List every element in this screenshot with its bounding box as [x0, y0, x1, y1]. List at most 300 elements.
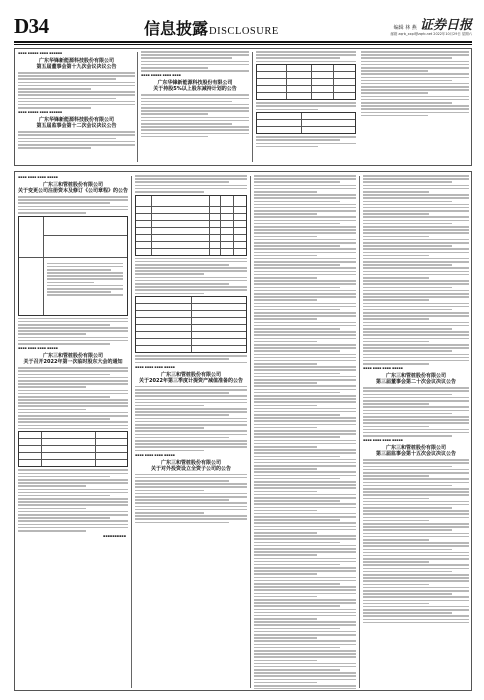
- body-text-line: [141, 113, 208, 115]
- body-text-line: [254, 411, 356, 413]
- body-text-line: [135, 270, 247, 272]
- body-text-line: [254, 628, 340, 630]
- body-text-line: [363, 410, 469, 412]
- body-text-line: [254, 564, 340, 566]
- body-text-line: [47, 288, 123, 290]
- body-text-line: [254, 660, 317, 662]
- body-text-line: [135, 493, 247, 495]
- body-text-line: [135, 191, 204, 193]
- body-text-line: [254, 248, 356, 250]
- body-text-line: [254, 354, 356, 356]
- body-text-line: [363, 201, 452, 203]
- body-text-line: [363, 220, 469, 222]
- body-text-line: [363, 261, 469, 263]
- body-text-line: [254, 548, 356, 550]
- body-text-line: [254, 535, 356, 537]
- body-text-line: [254, 475, 356, 477]
- body-text-line: [254, 542, 340, 544]
- body-text-line: [254, 516, 356, 518]
- body-text-line: [363, 459, 469, 461]
- body-text-line: [18, 504, 128, 506]
- body-text-line: [254, 242, 356, 244]
- body-text-line: [254, 405, 317, 407]
- body-text-line: [18, 396, 110, 398]
- body-text-line: [363, 426, 429, 428]
- body-text-line: [363, 482, 469, 484]
- body-text-line: [254, 392, 340, 394]
- body-text-line: [363, 435, 452, 437]
- body-text-line: [141, 98, 249, 100]
- body-text-line: [361, 80, 452, 82]
- body-text-line: [47, 269, 111, 271]
- body-text-line: [361, 89, 469, 91]
- body-text-line: [135, 509, 247, 511]
- stock-code-line: ▪▪▪▪ ▪▪▪▪ ▪▪▪▪ ▪▪▪▪▪: [18, 175, 58, 179]
- body-text-line: [254, 322, 356, 324]
- body-text-line: [18, 107, 91, 109]
- body-text-line: [254, 596, 317, 598]
- body-text-line: [363, 197, 469, 199]
- body-text-line: [135, 518, 247, 520]
- body-text-line: [254, 318, 317, 320]
- body-text-line: [18, 514, 128, 516]
- body-text-line: [254, 573, 317, 575]
- body-text-line: [141, 70, 249, 72]
- body-text-line: [254, 452, 356, 454]
- body-text-line: [135, 430, 247, 432]
- body-text-line: [18, 469, 128, 471]
- body-text-line: [254, 672, 356, 674]
- body-text-line: [254, 309, 340, 311]
- body-text-line: [254, 408, 356, 410]
- notice-title: 第三届董事会第二十次会议决议公告: [375, 379, 456, 386]
- body-text-line: [254, 685, 356, 687]
- notice-title: 关于对外投资设立全资子公司的公告: [150, 465, 231, 472]
- body-text-line: [254, 570, 356, 572]
- body-text-line: [18, 412, 128, 414]
- body-text-line: [254, 577, 356, 579]
- body-text-line: [254, 663, 356, 665]
- body-text-line: [363, 341, 429, 343]
- body-text-line: [254, 500, 340, 502]
- body-text-line: [256, 51, 356, 53]
- notice-company: 广东三和管桩股份有限公司: [160, 371, 221, 378]
- body-text-line: [363, 344, 469, 346]
- body-text-line: [363, 494, 469, 496]
- body-text-line: [18, 377, 128, 379]
- body-text-line: [363, 223, 452, 225]
- body-text-line: [363, 609, 469, 611]
- body-text-line: [135, 411, 247, 413]
- notice-title: 关于变更公司注册资本及修订《公司章程》的公告: [18, 188, 128, 194]
- body-text-line: [18, 134, 135, 136]
- column-divider: [359, 176, 360, 688]
- body-text-line: [18, 511, 128, 513]
- body-text-line: [363, 403, 429, 405]
- body-text-line: [254, 456, 340, 458]
- stock-code-line: ▪▪▪▪ ▪▪▪▪ ▪▪▪▪ ▪▪▪▪▪: [18, 346, 58, 351]
- body-text-line: [363, 213, 429, 215]
- body-text-line: [135, 480, 229, 482]
- body-text-line: [135, 293, 204, 295]
- body-text-line: [254, 373, 340, 375]
- body-text-line: [254, 586, 356, 588]
- body-text-line: [363, 606, 469, 608]
- body-text-line: [254, 653, 356, 655]
- body-text-line: [18, 327, 128, 329]
- body-text-line: [254, 207, 356, 209]
- body-text-line: [363, 488, 469, 490]
- body-text-line: [135, 178, 247, 180]
- body-text-line: [363, 603, 429, 605]
- body-text-line: [135, 424, 247, 426]
- body-text-line: [363, 271, 469, 273]
- body-text-line: [254, 236, 317, 238]
- body-text-line: [141, 120, 249, 122]
- body-text-line: [254, 666, 356, 668]
- body-text-line: [141, 117, 249, 119]
- notice-heading: [363, 373, 469, 385]
- body-text-line: [18, 517, 110, 519]
- body-text-line: [363, 309, 452, 311]
- body-text-line: [18, 206, 128, 208]
- section-title: [144, 16, 279, 39]
- body-text-line: [18, 418, 110, 420]
- body-text-line: [254, 312, 356, 314]
- top-notice-band: [14, 48, 472, 166]
- body-text-line: [254, 296, 356, 298]
- body-text-line: [254, 561, 356, 563]
- body-text-line: [363, 357, 469, 359]
- data-table: [256, 64, 356, 100]
- body-text-line: [361, 99, 469, 101]
- body-text-line: [18, 374, 110, 376]
- body-text-line: [135, 181, 229, 183]
- body-text-line: [254, 385, 356, 387]
- body-text-line: [135, 264, 229, 266]
- body-text-line: [18, 482, 128, 484]
- body-text-line: [254, 491, 317, 493]
- body-text-line: [254, 360, 356, 362]
- body-text-line: [363, 622, 469, 624]
- body-text-line: [361, 57, 452, 59]
- body-text-line: [254, 229, 356, 231]
- body-text-line: [361, 102, 452, 104]
- body-text-line: [254, 497, 356, 499]
- notice-heading: [18, 182, 128, 194]
- stock-code-line: ▪▪▪▪ ▪▪▪▪▪ ▪▪▪▪ ▪▪▪▪▪▪: [18, 51, 63, 55]
- body-text-line: [363, 181, 452, 183]
- top-column-3: [256, 51, 356, 163]
- body-text-line: [254, 545, 356, 547]
- section-title-cn: 信息披露: [144, 19, 209, 38]
- notice-heading: [141, 80, 249, 92]
- body-text-line: [18, 196, 128, 198]
- body-text-line: [18, 428, 128, 430]
- body-text-line: [18, 98, 116, 100]
- body-text-line: [363, 306, 469, 308]
- body-text-line: [256, 102, 356, 104]
- body-text-line: [135, 258, 247, 260]
- body-text-line: [363, 564, 469, 566]
- data-table: [135, 296, 247, 353]
- body-text-line: [254, 526, 356, 528]
- notice-heading: [135, 372, 247, 384]
- body-text-line: [254, 424, 356, 426]
- body-text-line: [254, 398, 356, 400]
- body-text-line: [141, 61, 249, 63]
- body-text-line: [135, 405, 204, 407]
- body-text-line: [363, 587, 469, 589]
- body-text-line: [18, 72, 135, 74]
- body-text-line: [18, 508, 86, 510]
- body-text-line: [254, 567, 356, 569]
- body-text-line: [254, 303, 356, 305]
- body-text-line: [256, 146, 318, 148]
- body-text-line: [18, 524, 128, 526]
- body-text-line: [361, 67, 469, 69]
- body-text-line: [361, 51, 469, 53]
- body-text-line: [361, 108, 469, 110]
- body-text-line: [363, 322, 469, 324]
- body-text-line: [18, 390, 128, 392]
- body-text-line: [141, 64, 249, 66]
- body-text-line: [361, 61, 469, 63]
- body-text-line: [18, 212, 86, 214]
- body-text-line: [18, 476, 110, 478]
- body-text-line: [363, 533, 469, 535]
- body-text-line: [18, 421, 128, 423]
- body-text-line: [254, 293, 356, 295]
- stock-code-line: ▪▪▪▪ ▪▪▪▪ ▪▪▪▪ ▪▪▪▪▪: [135, 364, 175, 369]
- body-text-line: [363, 394, 452, 396]
- body-text-line: [135, 277, 247, 279]
- body-text-line: [254, 513, 356, 515]
- body-text-line: [363, 612, 452, 614]
- body-text-line: [254, 449, 356, 451]
- body-text-line: [18, 330, 128, 332]
- body-text-line: [254, 277, 317, 279]
- notice-title: 第三届监事会第十五次会议决议公告: [375, 451, 456, 458]
- body-text-line: [254, 341, 317, 343]
- body-text-line: [363, 303, 469, 305]
- body-text-line: [363, 239, 469, 241]
- body-text-line: [18, 383, 128, 385]
- body-text-line: [135, 389, 247, 391]
- body-text-line: [141, 101, 232, 103]
- body-text-line: [363, 387, 469, 389]
- body-text-line: [254, 631, 356, 633]
- body-text-line: [141, 123, 232, 125]
- top-column-4: [361, 51, 469, 163]
- body-text-line: [135, 434, 247, 436]
- body-text-line: [363, 432, 469, 434]
- notice-company: 广东三和管桩股份有限公司: [385, 373, 446, 380]
- body-text-line: [254, 478, 340, 480]
- body-text-line: [363, 472, 469, 474]
- body-text-line: [254, 468, 317, 470]
- body-text-line: [135, 446, 247, 448]
- body-text-line: [141, 94, 249, 96]
- body-text-line: [363, 523, 469, 525]
- body-text-line: [363, 466, 452, 468]
- notice-company: 广东华锋新能源科技股份有限公司: [38, 117, 114, 124]
- body-text-line: [254, 194, 356, 196]
- body-text-line: [254, 605, 340, 607]
- body-text-line: [363, 545, 469, 547]
- masthead-rule-thin: [14, 44, 472, 45]
- body-text-line: [363, 290, 469, 292]
- body-text-line: [135, 421, 247, 423]
- body-text-line: [363, 245, 452, 247]
- body-text-line: [363, 204, 469, 206]
- body-text-line: [18, 138, 116, 140]
- body-text-line: [363, 422, 469, 424]
- body-text-line: [363, 299, 429, 301]
- body-text-line: [363, 315, 469, 317]
- body-text-line: [254, 280, 356, 282]
- body-text-line: [47, 275, 123, 277]
- body-text-line: [254, 688, 356, 689]
- stock-code-line: ▪▪▪▪ ▪▪▪▪ ▪▪▪▪ ▪▪▪▪▪: [135, 452, 175, 457]
- body-text-line: [361, 105, 469, 107]
- body-text-line: [135, 414, 229, 416]
- body-text-line: [47, 285, 123, 287]
- body-text-line: [363, 194, 469, 196]
- data-table: [256, 112, 356, 134]
- body-text-line: [363, 590, 469, 592]
- body-text-line: [254, 532, 317, 534]
- main-column-3: [254, 175, 356, 689]
- body-text-line: [256, 109, 318, 111]
- body-text-line: [254, 637, 317, 639]
- masthead: [14, 14, 472, 40]
- body-text-line: [254, 583, 340, 585]
- body-text-line: [363, 258, 469, 260]
- body-text-line: [254, 204, 356, 206]
- body-text-line: [135, 399, 247, 401]
- body-text-line: [363, 549, 452, 551]
- body-text-line: [254, 602, 356, 604]
- body-text-line: [47, 266, 123, 268]
- body-text-line: [254, 334, 356, 336]
- body-text-line: [141, 129, 249, 131]
- body-text-line: [18, 337, 128, 339]
- main-column-4: [363, 175, 469, 689]
- body-text-line: [363, 542, 469, 544]
- body-text-line: [254, 615, 356, 617]
- body-text-line: [363, 277, 429, 279]
- body-text-line: [254, 223, 340, 225]
- newspaper-logo: 证券日报: [419, 18, 472, 33]
- body-text-line: [363, 280, 469, 282]
- main-column-2: [135, 175, 247, 689]
- body-text-line: [254, 417, 356, 419]
- body-text-line: [254, 487, 356, 489]
- body-text-line: [18, 333, 86, 335]
- body-text-line: [254, 682, 317, 684]
- body-text-line: [254, 519, 340, 521]
- data-table: [18, 216, 128, 316]
- body-text-line: [254, 446, 317, 448]
- body-text-line: [363, 360, 469, 362]
- body-text-line: [135, 408, 247, 410]
- body-text-line: [254, 436, 340, 438]
- body-text-line: [254, 267, 356, 269]
- body-text-line: [135, 395, 247, 397]
- body-text-line: [135, 283, 229, 285]
- body-text-line: [135, 358, 229, 360]
- body-text-line: [254, 675, 356, 677]
- body-text-line: [18, 104, 135, 106]
- body-text-line: [254, 226, 356, 228]
- top-column-2: [141, 51, 249, 163]
- body-text-line: [363, 178, 469, 180]
- body-text-line: [18, 202, 110, 204]
- body-text-line: [18, 321, 128, 323]
- body-text-line: [141, 67, 208, 69]
- body-text-line: [363, 429, 469, 431]
- body-text-line: [254, 484, 356, 486]
- body-text-line: [254, 440, 356, 442]
- body-text-line: [361, 92, 428, 94]
- body-text-line: [363, 350, 452, 352]
- notice-heading: [18, 353, 128, 365]
- body-text-line: [254, 306, 356, 308]
- masthead-rule: [14, 41, 472, 43]
- body-text-line: [363, 517, 469, 519]
- body-text-line: [18, 209, 128, 211]
- body-text-line: [363, 584, 429, 586]
- body-text-line: [18, 85, 135, 87]
- body-text-line: [254, 669, 340, 671]
- body-text-line: [135, 512, 204, 514]
- body-text-line: [135, 474, 247, 476]
- body-text-line: [254, 389, 356, 391]
- body-text-line: [254, 510, 317, 512]
- body-text-line: [363, 568, 469, 570]
- notice-heading: [18, 117, 135, 129]
- body-text-line: [18, 399, 128, 401]
- body-text-line: [363, 552, 469, 554]
- body-text-line: [363, 536, 469, 538]
- body-text-line: [254, 395, 356, 397]
- body-text-line: [18, 91, 135, 93]
- body-text-line: [135, 280, 247, 282]
- body-text-line: [254, 216, 356, 218]
- body-text-line: [18, 370, 128, 372]
- stock-code-line: ▪▪▪▪ ▪▪▪▪▪ ▪▪▪▪ ▪▪▪▪▪▪: [18, 110, 63, 115]
- top-column-1: [18, 51, 135, 163]
- body-text-line: [363, 283, 469, 285]
- body-text-line: [18, 405, 128, 407]
- body-text-line: [135, 522, 229, 524]
- body-text-line: [141, 57, 232, 59]
- body-text-line: [254, 252, 356, 254]
- body-text-line: [135, 490, 204, 492]
- body-text-line: [363, 406, 469, 408]
- body-text-line: [254, 522, 356, 524]
- body-text-line: [363, 475, 429, 477]
- body-text-line: [18, 141, 135, 143]
- section-title-en: DISCLOSURE: [209, 26, 279, 37]
- body-text-line: [141, 136, 208, 138]
- body-text-line: [363, 619, 469, 621]
- body-text-line: [363, 236, 429, 238]
- body-text-line: [135, 289, 247, 291]
- body-text-line: [363, 491, 469, 493]
- body-text-line: [254, 331, 356, 333]
